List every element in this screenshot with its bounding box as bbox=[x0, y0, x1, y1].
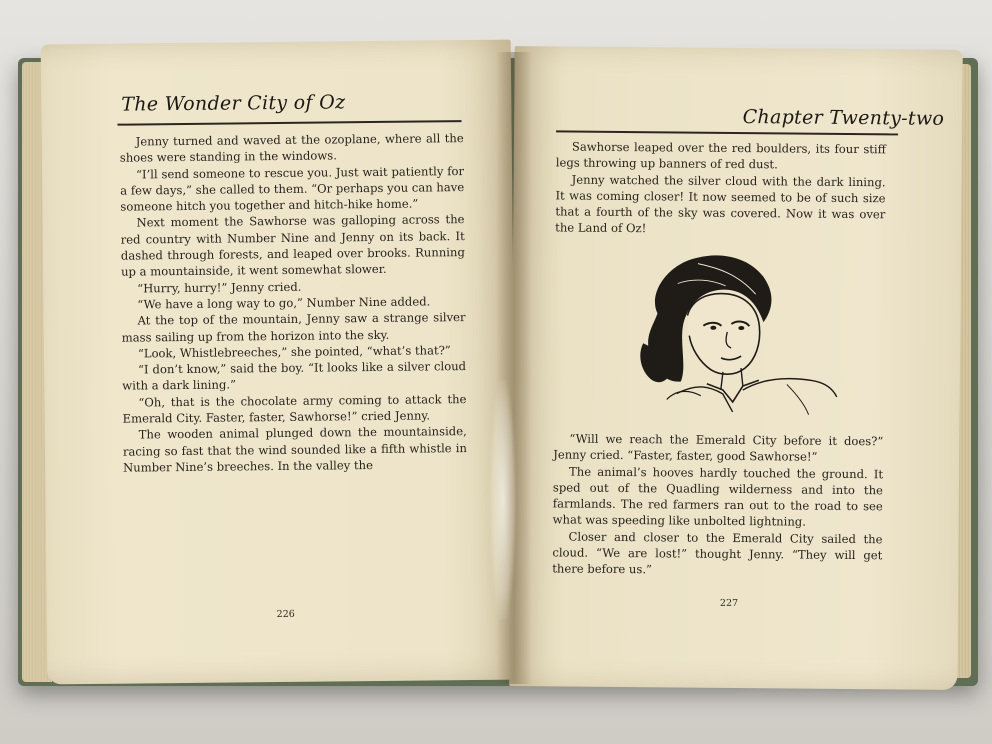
page-number-left: 226 bbox=[276, 608, 295, 621]
header-rule-right bbox=[556, 130, 898, 135]
right-page-text-bottom bbox=[552, 430, 883, 580]
paragraph: Next moment the Sawhorse was galloping across the red country with Number Nine and Jenny on its back. It dashed through forests, and leaped over brooks. Running up a mountainside, it went somewhat slower. bbox=[120, 212, 465, 280]
paragraph: “Will we reach the Emerald City before it does?” Jenny cried. “Faster, faster, good Sawhorse!” bbox=[553, 431, 884, 465]
paragraph: Sawhorse leaped over the red boulders, its four stiff legs throwing up banners of red dust. bbox=[555, 139, 886, 172]
header-rule-left bbox=[117, 120, 461, 126]
running-head-left: The Wonder City of Oz bbox=[121, 91, 346, 116]
paragraph: Closer and closer to the Emerald City sailed the cloud. “We are lost!” thought Jenny. “They will get there before us.” bbox=[552, 529, 883, 577]
right-page bbox=[509, 46, 963, 690]
paragraph: Jenny turned and waved at the ozoplane, where all the shoes were standing in the windows. bbox=[119, 131, 464, 165]
girl-portrait-sketch-icon bbox=[637, 243, 848, 417]
left-page bbox=[41, 40, 518, 685]
paragraph: “I’ll send someone to rescue you. Just wait patiently for a few days,” she called to them. “Or perhaps you can have someone hitch you together and hitch-hike home.” bbox=[120, 163, 465, 214]
running-head-right: Chapter Twenty-two bbox=[742, 106, 945, 130]
paragraph: “I don’t know,” said the boy. “It looks like a silver cloud with a dark lining.” bbox=[122, 359, 467, 394]
paragraph: At the top of the mountain, Jenny saw a strange silver mass sailing up from the horizon into the sky. bbox=[121, 310, 466, 345]
page-number-right: 227 bbox=[719, 597, 739, 610]
paragraph: The animal’s hooves hardly touched the ground. It sped out of the Quadling wilderness and into the farmlands. The red farmers ran out to the road to see what was speeding like unbolted lightning. bbox=[552, 464, 884, 530]
right-page-text-top bbox=[555, 138, 886, 239]
paper-tear bbox=[490, 380, 516, 620]
paragraph: “Oh, that is the chocolate army coming to attack the Emerald City. Faster, faster, Sawhorse!” cried Jenny. bbox=[122, 391, 467, 426]
paragraph: “Look, Whistlebreeches,” she pointed, “what’s that?” bbox=[137, 343, 451, 361]
left-page-text bbox=[120, 130, 468, 476]
paragraph: “We have a long way to go,” Number Nine added. bbox=[137, 294, 431, 312]
paragraph: “Hurry, hurry!” Jenny cried. bbox=[137, 279, 302, 296]
paragraph: The wooden animal plunged down the mountainside, racing so fast that the wind sounded like a fifth whistle in Number Nine’s breeches. In the valley the bbox=[122, 424, 467, 475]
paragraph: Jenny watched the silver cloud with the dark lining. It was coming closer! It now seemed to be of such size that a fourth of the sky was covered. Now it was over the Land of Oz! bbox=[555, 172, 886, 236]
